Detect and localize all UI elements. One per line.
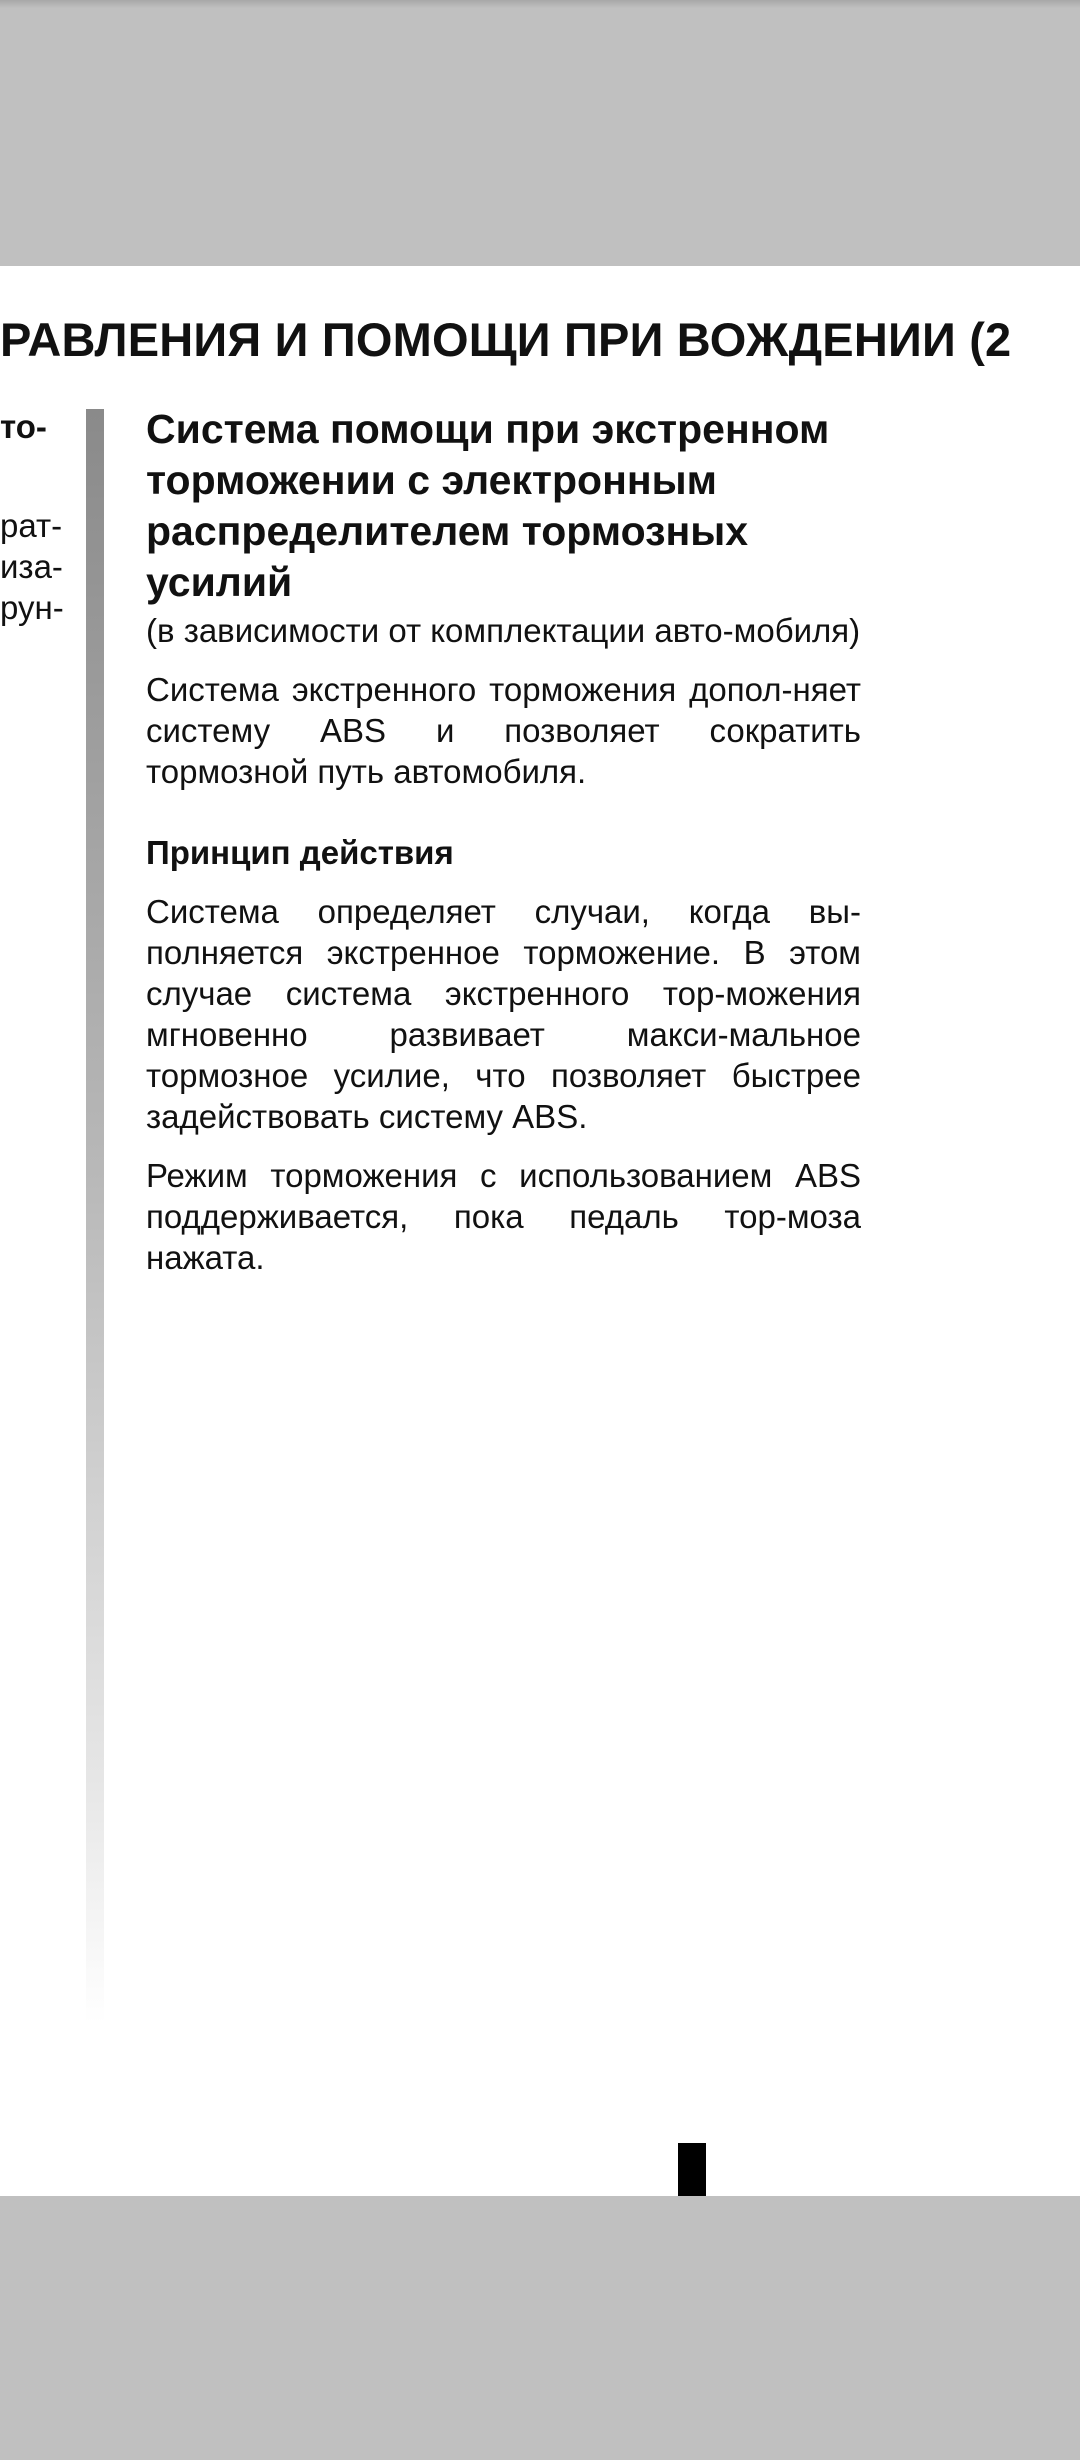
section-side-rule (86, 409, 104, 2196)
viewer-bottom-bar (0, 2196, 1080, 2460)
principle-paragraph: Система определяет случаи, когда вы-полняется экстренное торможение. В этом случае система экстренного тор-можения мгновенно развивает макси-мальное тормозное усилие, что позволяет быстрее задействовать систему ABS. (146, 893, 861, 1135)
viewer-top-bar (0, 0, 1080, 266)
document-page (0, 266, 1080, 2196)
left-column-fragment: то- (0, 408, 47, 445)
page-edge-marker (678, 2143, 706, 2196)
section-content (146, 404, 861, 1278)
page-header-title: РАВЛЕНИЯ И ПОМОЩИ ПРИ ВОЖДЕНИИ (2 (0, 313, 1012, 366)
section-title-line: усилий (146, 559, 293, 605)
intro-paragraph: Система экстренного торможения допол-няет систему ABS и позволяет сократить тормозной путь автомобиля. (146, 671, 861, 790)
equipment-note: (в зависимости от комплектации авто-мобиля) (146, 612, 861, 649)
section-title (146, 404, 861, 608)
section-title-line: распределителем тормозных (146, 508, 749, 554)
left-column-fragment: рат- (0, 507, 63, 544)
subheading-principle: Принцип действия (146, 834, 454, 871)
section-title-line: торможении с электронным (146, 457, 717, 503)
abs-mode-paragraph: Режим торможения с использованием ABS поддерживается, пока педаль тор-моза нажата. (146, 1157, 861, 1276)
left-column-fragment: рун- (0, 589, 64, 626)
left-column-fragment: иза- (0, 548, 63, 585)
section-title-line: Система помощи при экстренном (146, 406, 830, 452)
